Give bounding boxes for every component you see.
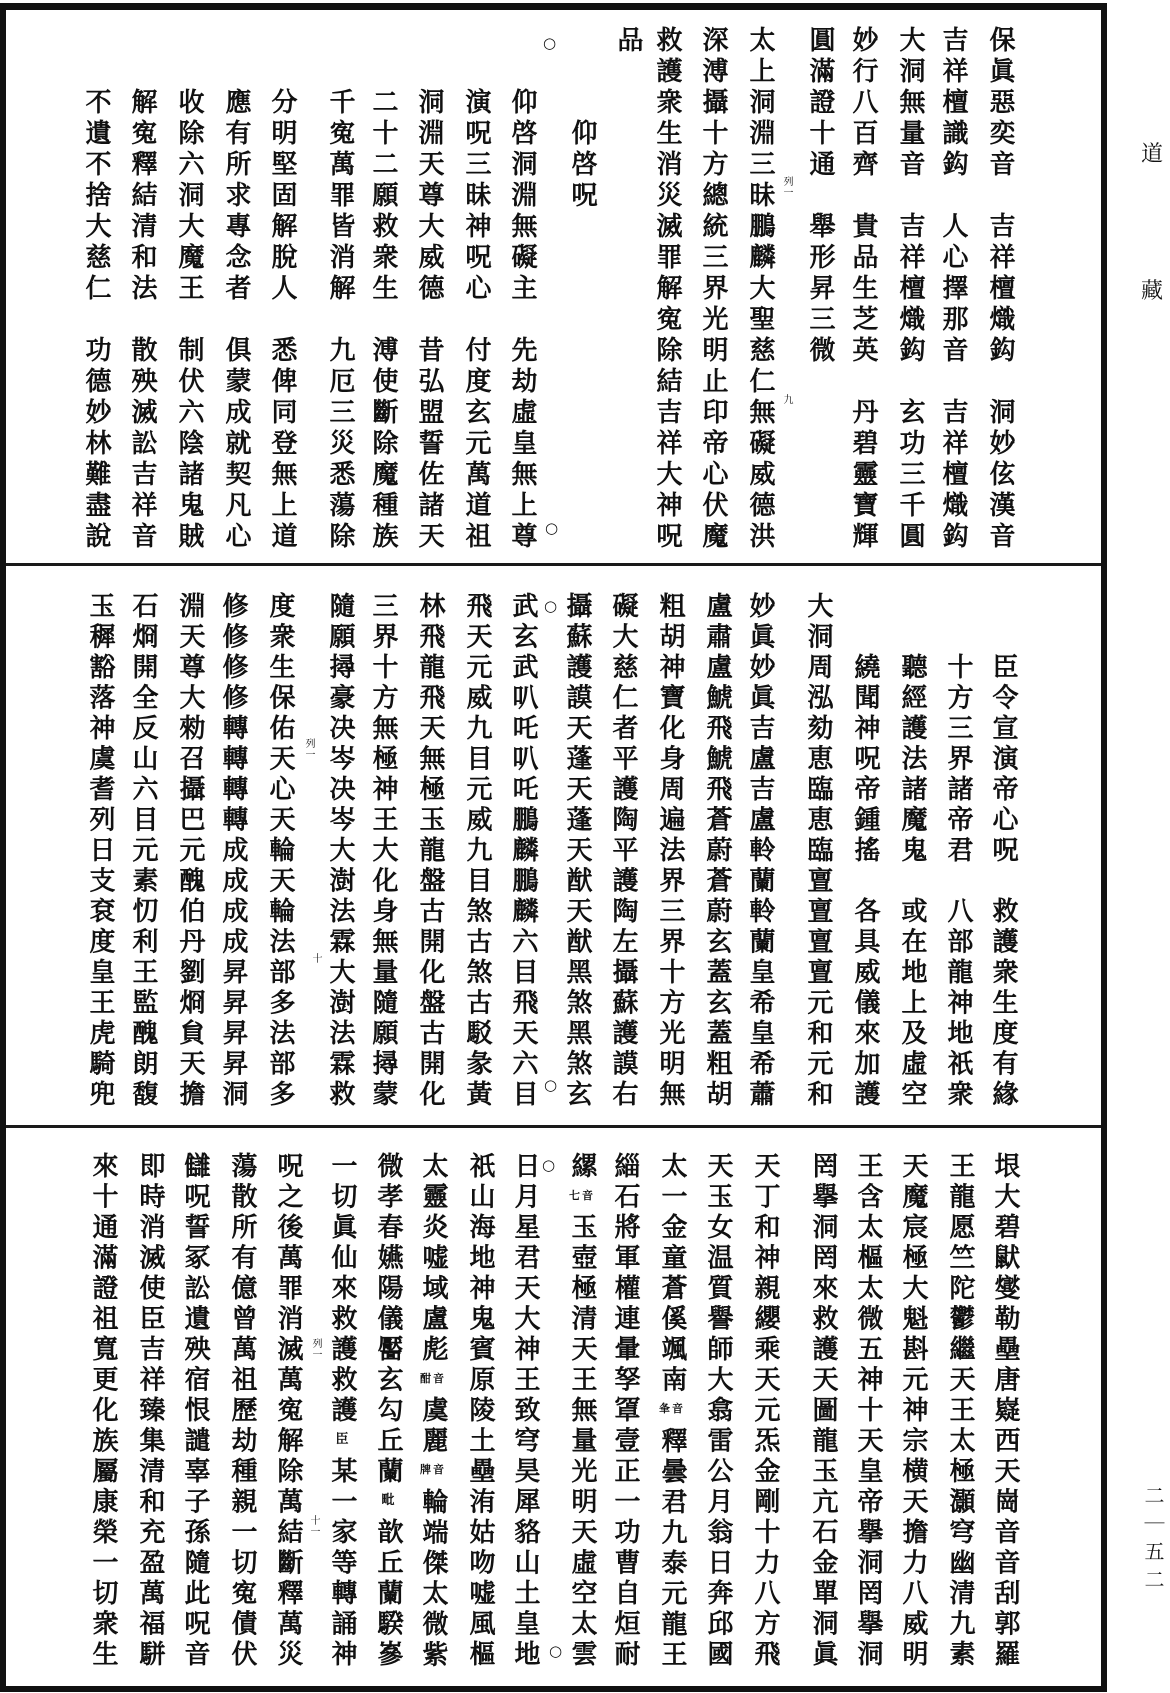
verse-line: 吉祥檀熾鈎 <box>985 212 1015 367</box>
prayer-line: 讎呪誓冢訟遺殃宿恨譴辜子孫隨此呪音 <box>180 1152 210 1671</box>
incantation-line: 太靈炎嘘域盧彪 <box>418 1152 448 1366</box>
incantation-line: 祇山海地神鬼賓原陵土壘洧姑吻嘘風樞 <box>465 1152 495 1671</box>
section-heading: 仰啓呪 <box>567 119 597 212</box>
incantation-line: 縲 <box>567 1152 597 1183</box>
phonetic-note: 牌音 <box>420 1463 446 1476</box>
verse-line: 溥使斷除魔種族 <box>368 336 398 553</box>
margin-note: 十一 <box>308 1515 319 1537</box>
incantation-line: 歆丘蘭騤嵾 <box>373 1518 403 1671</box>
margin-note: 十 <box>310 953 321 964</box>
verse-line: 付度玄元萬道祖 <box>461 336 491 553</box>
prayer-line: 來十通滿證祖寬更化族屬康榮一切衆生 <box>88 1152 118 1671</box>
incantation-line: 微孝春嬿陽儀靨玄勾丘蘭 <box>373 1152 403 1488</box>
circle-mark: ○ <box>542 1156 556 1174</box>
verse-line: 洞妙伭漢音 <box>985 398 1015 553</box>
verse-line: 玄功三千圓 <box>895 398 925 553</box>
incantation-line: 玉壺極清天王無量光明天虛空太雲 <box>567 1213 597 1671</box>
incantation-line: 粗胡神寶化身周遍法界三界十方光明無 <box>655 592 685 1111</box>
prayer-line: 蕩散所有億曾萬祖歷劫種親一切寃債伏 <box>227 1152 257 1671</box>
verse-line: 吉祥檀熾鈎 <box>895 212 925 367</box>
verse-line: 保眞惡奕音 <box>985 26 1015 181</box>
verse-line: 昔弘盟誓佐諸天 <box>414 336 444 553</box>
verse-line: 十方三界諸帝君 <box>943 653 973 867</box>
circle-mark: ○ <box>549 1642 563 1660</box>
verse-line: 制伏六陰諸鬼賊 <box>174 336 204 553</box>
incantation-line: 天魔宸極大魁斟元神宗横天擔力八威明 <box>898 1152 928 1671</box>
incantation-line: 盧肅盧鯱飛鯱飛蒼蔚蒼蔚玄蓋玄蓋粗胡 <box>702 592 732 1111</box>
verse-line: 妙行八百齊 <box>848 26 878 181</box>
incantation-line: 隨願撏豪决岑决岑大澍法霖大澍法霖救 <box>325 592 355 1111</box>
circle-mark: ○ <box>543 34 557 52</box>
incantation-line: 輪端傑太微紫 <box>418 1488 448 1671</box>
scripture-title: 救護衆生消災滅罪解寃除結吉祥大神呪 <box>652 26 682 553</box>
incantation-line: 石烱開全反山六目元素忉利王監醜朗馥 <box>128 592 158 1111</box>
verse-line: 仰啓洞淵無礙主 <box>507 88 537 305</box>
register-divider <box>6 563 1101 566</box>
phonetic-note: 毗 <box>381 1493 395 1508</box>
verse-line: 洞淵天尊大威德 <box>414 88 444 305</box>
verse-line: 演呪三昧神呪心 <box>461 88 491 305</box>
margin-note: 列一 <box>310 1338 321 1360</box>
verse-line: 九厄三災悉蕩除 <box>325 336 355 553</box>
verse-line: 俱蒙成就契凡心 <box>221 336 251 553</box>
verse-line: 貴品生芝英 <box>848 212 878 367</box>
verse-line: 先劫虛皇無上尊 <box>507 336 537 553</box>
incantation-line: 淵天尊大勑召攝巴元醜伯丹劉烱貟天擔 <box>175 592 205 1111</box>
verse-line: 聽經護法諸魔鬼 <box>897 653 927 867</box>
prayer-line: 某一家等轉誦神 <box>327 1457 357 1671</box>
register-divider <box>6 1125 1101 1128</box>
incantation-line: 天玉女温質譽師大翕雷公月翁日奔邱國 <box>703 1152 733 1671</box>
incantation-line: 釋曇君九泰元龍王 <box>657 1427 687 1671</box>
incantation-line: 緇石將軍權連暈孥𦋐壹正一功曹自烜耐 <box>610 1152 640 1671</box>
prayer-line: 即時消滅使臣吉祥臻集清和充盈萬福駢 <box>135 1152 165 1671</box>
circle-mark: ○ <box>544 597 558 615</box>
verse-line: 吉祥檀識鈎 <box>938 26 968 181</box>
verse-line: 繞聞神呪帝鍾搖 <box>850 653 880 867</box>
margin-note: 列一 <box>781 176 792 198</box>
verse-line: 二十二願救衆生 <box>368 88 398 305</box>
verse-line: 八部龍神地祇衆 <box>943 897 973 1111</box>
incantation-line: 玉穉豁落神虞耆列日支袞度皇王虎騎兜 <box>85 592 115 1111</box>
incantation-line: 日月星君天大神王致穹昊犀貉山土皇地 <box>510 1152 540 1671</box>
verse-line: 舉形昇三微 <box>805 212 835 367</box>
margin-note: 九 <box>781 394 792 405</box>
verse-line: 丹碧靈寶輝 <box>848 398 878 553</box>
collection-title-zang: 藏 <box>1141 279 1164 304</box>
incantation-line: 罔擧洞罔來救護天圖龍玉亢石金單洞眞 <box>808 1152 838 1671</box>
verse-line: 千寃萬罪皆消解 <box>325 88 355 305</box>
verse-line: 應有所求專念者 <box>221 88 251 305</box>
phonetic-note: 七音 <box>569 1189 595 1202</box>
verse-line: 解寃釋結清和法 <box>127 88 157 305</box>
honorific-note: 臣 <box>335 1432 349 1447</box>
incantation-line: 礙大慈仁者平護陶平護陶左攝蘇護謨右 <box>608 592 638 1111</box>
incantation-line: 林飛龍飛天無極玉龍盤古開化盤古開化 <box>415 592 445 1111</box>
verse-line: 圓滿證十通 <box>805 26 835 181</box>
incantation-line: 虞麗 <box>418 1396 448 1457</box>
scripture-title: 深溥攝十方總統三界光明止印帝心伏魔 <box>698 26 728 553</box>
margin-note: 列一 <box>303 738 314 760</box>
verse-line: 散殃滅訟吉祥音 <box>127 336 157 553</box>
incantation-line: 攝蘇護謨天蓬天蓬天猷天猷黑煞黑煞玄 <box>562 592 592 1111</box>
incantation-line: 武玄武叭吒叭吒鵬麟鵬麟六目飛天六目 <box>508 592 538 1111</box>
verse-line: 大洞無量音 <box>895 26 925 181</box>
verse-line: 功德妙林難盡說 <box>81 336 111 553</box>
incantation-line: 王龍愿竺陀鬱繼天王太極灝穹幽清九素 <box>945 1152 975 1671</box>
verse-line: 救護衆生度有緣 <box>988 897 1018 1111</box>
incantation-line: 太一金童蒼傒颯南 <box>657 1152 687 1396</box>
phonetic-note: 夆音 <box>659 1402 685 1415</box>
verse-line: 人心擇那音 <box>938 212 968 367</box>
page-number: 二｜五二 <box>1141 1485 1165 1597</box>
verse-line: 或在地上及虛空 <box>897 897 927 1111</box>
prayer-line: 呪之後萬罪消滅萬寃解除萬結斷釋萬災 <box>273 1152 303 1671</box>
verse-line: 不遺不捨大慈仁 <box>81 88 111 305</box>
incantation-line: 大洞周泓劾恵臨恵臨亶亶亶亶元和元和 <box>803 592 833 1111</box>
incantation-line: 度衆生保佑天心天輪天輪法部多法部多 <box>265 592 295 1111</box>
verse-line: 悉俾同登無上道 <box>267 336 297 553</box>
incantation-line: 妙眞妙眞吉盧吉盧軨蘭軨蘭皇希皇希蕭 <box>745 592 775 1111</box>
phonetic-note: 酣音 <box>420 1372 446 1385</box>
incantation-line: 垠大碧鼣燮勒壘唐嶷西天崗音音刮郭羅 <box>990 1152 1020 1671</box>
verse-line: 各具威儀來加護 <box>850 897 880 1111</box>
collection-title-dao: 道 <box>1141 142 1164 167</box>
incantation-line: 飛天元威九目元威九目煞古煞古駁彖黃 <box>462 592 492 1111</box>
circle-mark: ○ <box>545 519 559 537</box>
incantation-line: 王含太樞太微五神十天皇帝擧洞罔擧洞 <box>853 1152 883 1671</box>
verse-line: 分明堅固解脫人 <box>267 88 297 305</box>
prayer-line: 一切眞仙來救護救護 <box>327 1152 357 1427</box>
verse-line: 臣令宣演帝心呪 <box>988 653 1018 867</box>
verse-line: 吉祥檀熾鈎 <box>938 398 968 553</box>
circle-mark: ○ <box>544 1076 558 1094</box>
scripture-title: 品 <box>613 26 643 57</box>
scripture-title: 太上洞淵三昧鵬麟大聖慈仁無礙威德洪 <box>745 26 775 553</box>
incantation-line: 天丁和神親纓乘天元炁金剛十力八方飛 <box>750 1152 780 1671</box>
verse-line: 收除六洞大魔王 <box>174 88 204 305</box>
incantation-line: 修修修修轉轉轉轉成成成成昇昇昇昇洞 <box>218 592 248 1111</box>
incantation-line: 三界十方無極神王大化身無量隨願撏蒙 <box>368 592 398 1111</box>
